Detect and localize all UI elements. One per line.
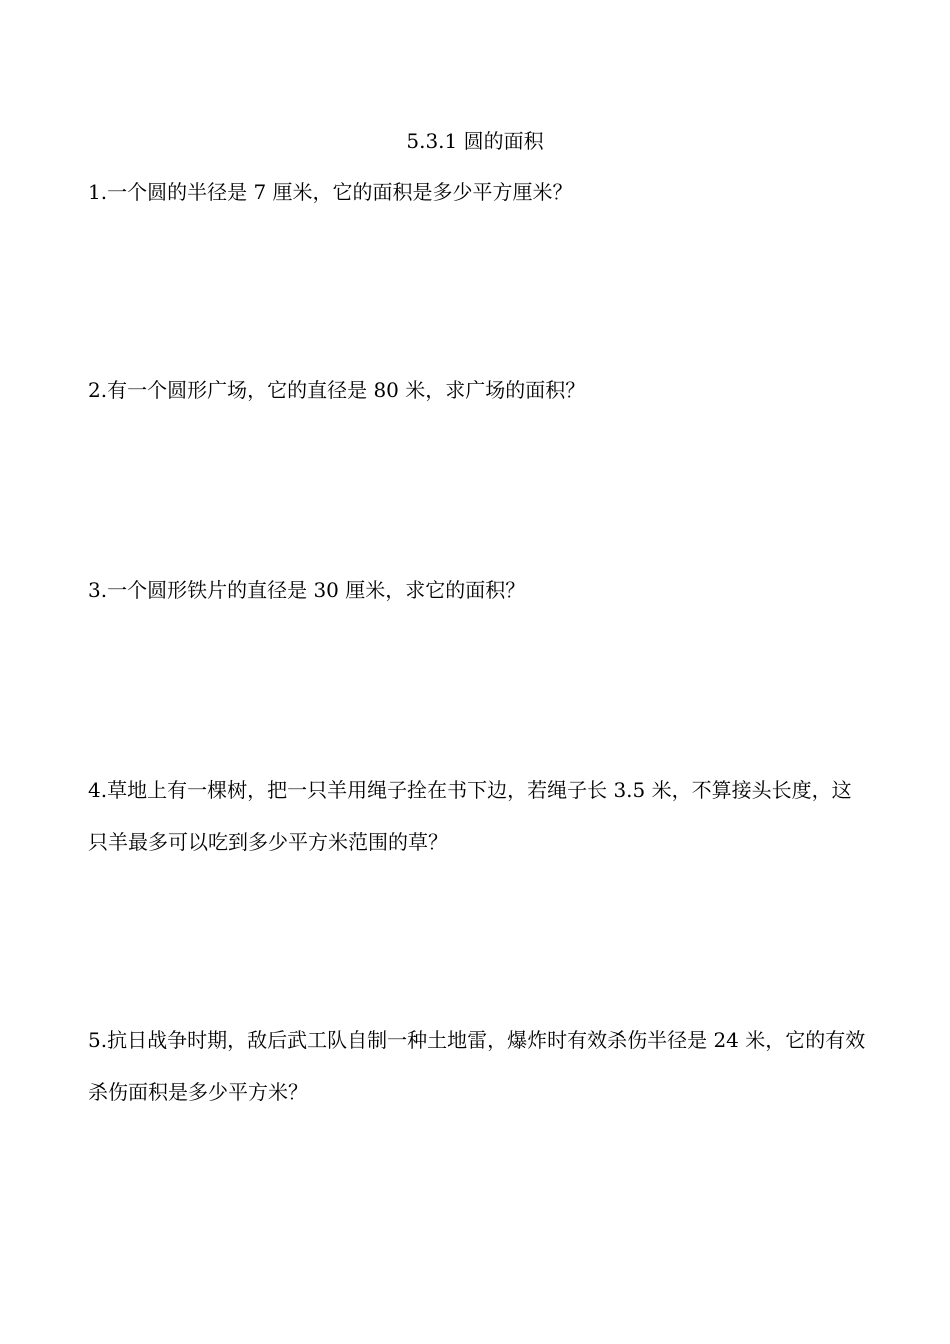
question-4: 4.草地上有一棵树，把一只羊用绳子拴在书下边，若绳子长 3.5 米，不算接头长度，这只羊最多可以吃到多少平方米范围的草？: [88, 778, 852, 854]
question-2: 2.有一个圆形广场，它的直径是 80 米，求广场的面积？: [88, 378, 586, 402]
question-1: 1.一个圆的半径是 7 厘米，它的面积是多少平方厘米？: [88, 180, 573, 204]
question-5: 5.抗日战争时期，敌后武工队自制一种土地雷，爆炸时有效杀伤半径是 24 米，它的有效杀伤面积是多少平方米？: [88, 1028, 866, 1104]
question-3: 3.一个圆形铁片的直径是 30 厘米，求它的面积？: [88, 578, 526, 602]
page-title: 5.3.1 圆的面积: [406, 129, 544, 153]
